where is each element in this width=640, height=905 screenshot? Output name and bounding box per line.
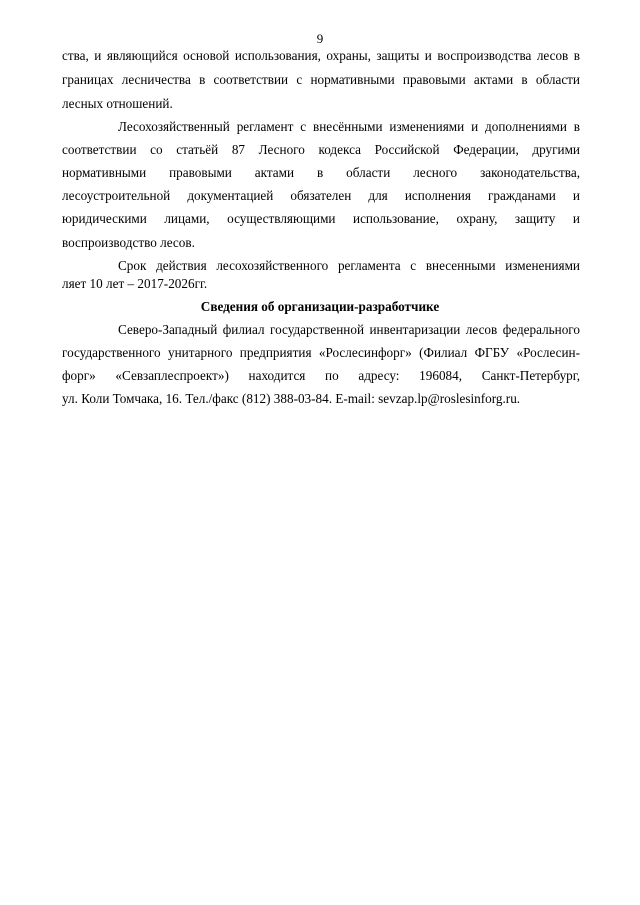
paragraph-4-line-1: Северо-Западный филиал государственной инвентаризации лесов федерального	[118, 322, 580, 337]
paragraph-2-line-6: воспроизводство лесов.	[62, 235, 195, 250]
page-number: 9	[316, 31, 324, 46]
paragraph-4-line-3: форг» «Севзаплеспроект») находится по адресу: 196084, Санкт-Петербург,	[62, 368, 580, 383]
paragraph-2-line-5: юридическими лицами, осуществляющими использование, охрану, защиту и	[62, 211, 580, 226]
paragraph-2-line-2: соответствии со статьёй 87 Лесного кодекса Российской Федерации, другими	[62, 142, 580, 157]
paragraph-4-line-4: ул. Коли Томчака, 16. Тел./факс (812) 388-03-84. E-mail: sevzap.lp@roslesinforg.ru.	[62, 391, 521, 406]
paragraph-2-line-3: нормативными правовыми актами в области лесного законодательства,	[62, 165, 580, 180]
paragraph-3-line-1: Срок действия лесохозяйственного регламента с внесенными изменениями	[118, 258, 580, 273]
paragraph-3-line-2: ляет 10 лет – 2017-2026гг.	[62, 276, 208, 291]
paragraph-2-line-1: Лесохозяйственный регламент с внесёнными изменениями и дополнениями в	[118, 119, 580, 134]
paragraph-1-line-1: ства, и являющийся основой использования, охраны, защиты и воспроизводства лесов в	[62, 48, 580, 63]
section-heading: Сведения об организации-разработчике	[200, 299, 440, 314]
paragraph-4-line-2: государственного унитарного предприятия «Рослесинфорг» (Филиал ФГБУ «Рослесин-	[62, 345, 580, 360]
paragraph-1-line-3: лесных отношений.	[62, 96, 173, 111]
paragraph-1-line-2: границах лесничества в соответствии с нормативными правовыми актами в области	[62, 72, 580, 87]
paragraph-2-line-4: лесоустроительной документацией обязателен для исполнения гражданами и	[62, 188, 580, 203]
